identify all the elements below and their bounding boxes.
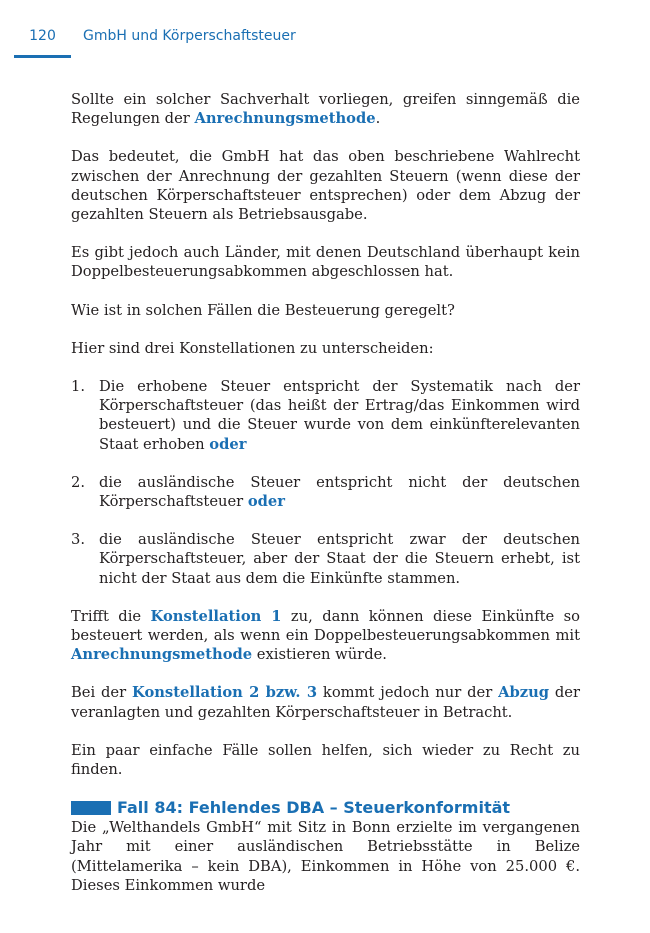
paragraph-7 xyxy=(71,683,580,721)
list-item xyxy=(71,473,580,511)
running-title: GmbH und Körperschaftsteuer xyxy=(83,28,296,44)
paragraph-text: Bei der xyxy=(71,684,133,702)
highlight-term: Anrechnungsmethode xyxy=(194,110,376,128)
paragraph-8: Ein paar einfache Fälle sollen helfen, sich wieder zu Recht zu finden. xyxy=(71,741,580,779)
heading-bar xyxy=(71,801,111,815)
paragraph-text: Sollte ein solcher Sachverhalt vorliegen, greifen sinngemäß die Regelungen der xyxy=(71,91,580,128)
paragraph-3: Es gibt jedoch auch Länder, mit denen Deutschland überhaupt kein Doppelbesteuerungsabkommen abgeschlossen hat. xyxy=(71,244,580,281)
highlight-term: Konstellation 2 bzw. 3 xyxy=(132,684,318,702)
constellation-list xyxy=(71,377,580,588)
paragraph-2: Das bedeutet, die GmbH hat das oben beschriebene Wahlrecht zwischen der Anrechnung der gezahlten Steuern (wenn diese der deutschen Körperschaftsteuer entsprechen) oder dem Abzug der gezahlten Steuern als Betriebsausgabe. xyxy=(71,148,580,224)
case-text: Die „Welthandels GmbH“ mit Sitz in Bonn erzielte im vergangenen Jahr mit einer ausländischen Betriebsstätte in Belize (Mittelamerika – kein DBA), Einkommen in Höhe von 25.000 €. Dieses Einkommen wurde xyxy=(71,819,580,894)
page-body xyxy=(71,90,580,914)
page-number: 120 xyxy=(29,28,56,44)
paragraph-1 xyxy=(71,90,580,128)
highlight-term: oder xyxy=(209,435,247,453)
case-heading xyxy=(71,798,580,818)
header-rule xyxy=(14,55,71,58)
paragraph-text: Trifft die xyxy=(71,607,151,625)
paragraph-6 xyxy=(71,607,580,665)
list-number: 1. xyxy=(71,378,86,396)
paragraph-text: existieren würde. xyxy=(252,646,387,664)
paragraph-text: . xyxy=(375,110,381,128)
paragraph-5: Hier sind drei Konstellationen zu unterscheiden: xyxy=(71,339,434,357)
paragraph-text: zu, dann können diese Einkünfte so besteuert werden, als wenn ein Doppelbesteuerungsabkommen mit xyxy=(71,607,580,645)
list-text: die ausländische Steuer entspricht zwar der deutschen Körperschaftsteuer, aber der Staat der die Steuern erhebt, ist nicht der Staat aus dem die Einkünfte stammen. xyxy=(99,531,580,587)
page-header xyxy=(0,0,650,62)
list-item xyxy=(71,530,580,588)
highlight-term: Konstellation 1 xyxy=(150,607,282,625)
list-number: 3. xyxy=(71,531,86,549)
paragraph-4: Wie ist in solchen Fällen die Besteuerung geregelt? xyxy=(71,301,455,319)
list-item xyxy=(71,377,580,454)
highlight-term: Abzug xyxy=(498,684,550,702)
paragraph-text: kommt jedoch nur der xyxy=(317,684,499,702)
highlight-term: Anrechnungsmethode xyxy=(71,646,253,664)
highlight-term: oder xyxy=(247,493,286,511)
case-title: Fall 84: Fehlendes DBA – Steuerkonformität xyxy=(117,798,511,818)
paragraph-text: der veranlagten und gezahlten Körperschaftsteuer in Betracht. xyxy=(71,684,581,721)
list-text: die ausländische Steuer entspricht nicht der deutschen Körperschaftsteuer xyxy=(99,473,580,511)
list-number: 2. xyxy=(71,473,86,491)
list-text: Die erhobene Steuer entspricht der Systematik nach der Körperschaftsteuer (das heißt der Ertrag/das Einkommen wird besteuert) und die Steuer wurde von dem einkünfterelevanten Staat erhoben xyxy=(99,378,580,453)
